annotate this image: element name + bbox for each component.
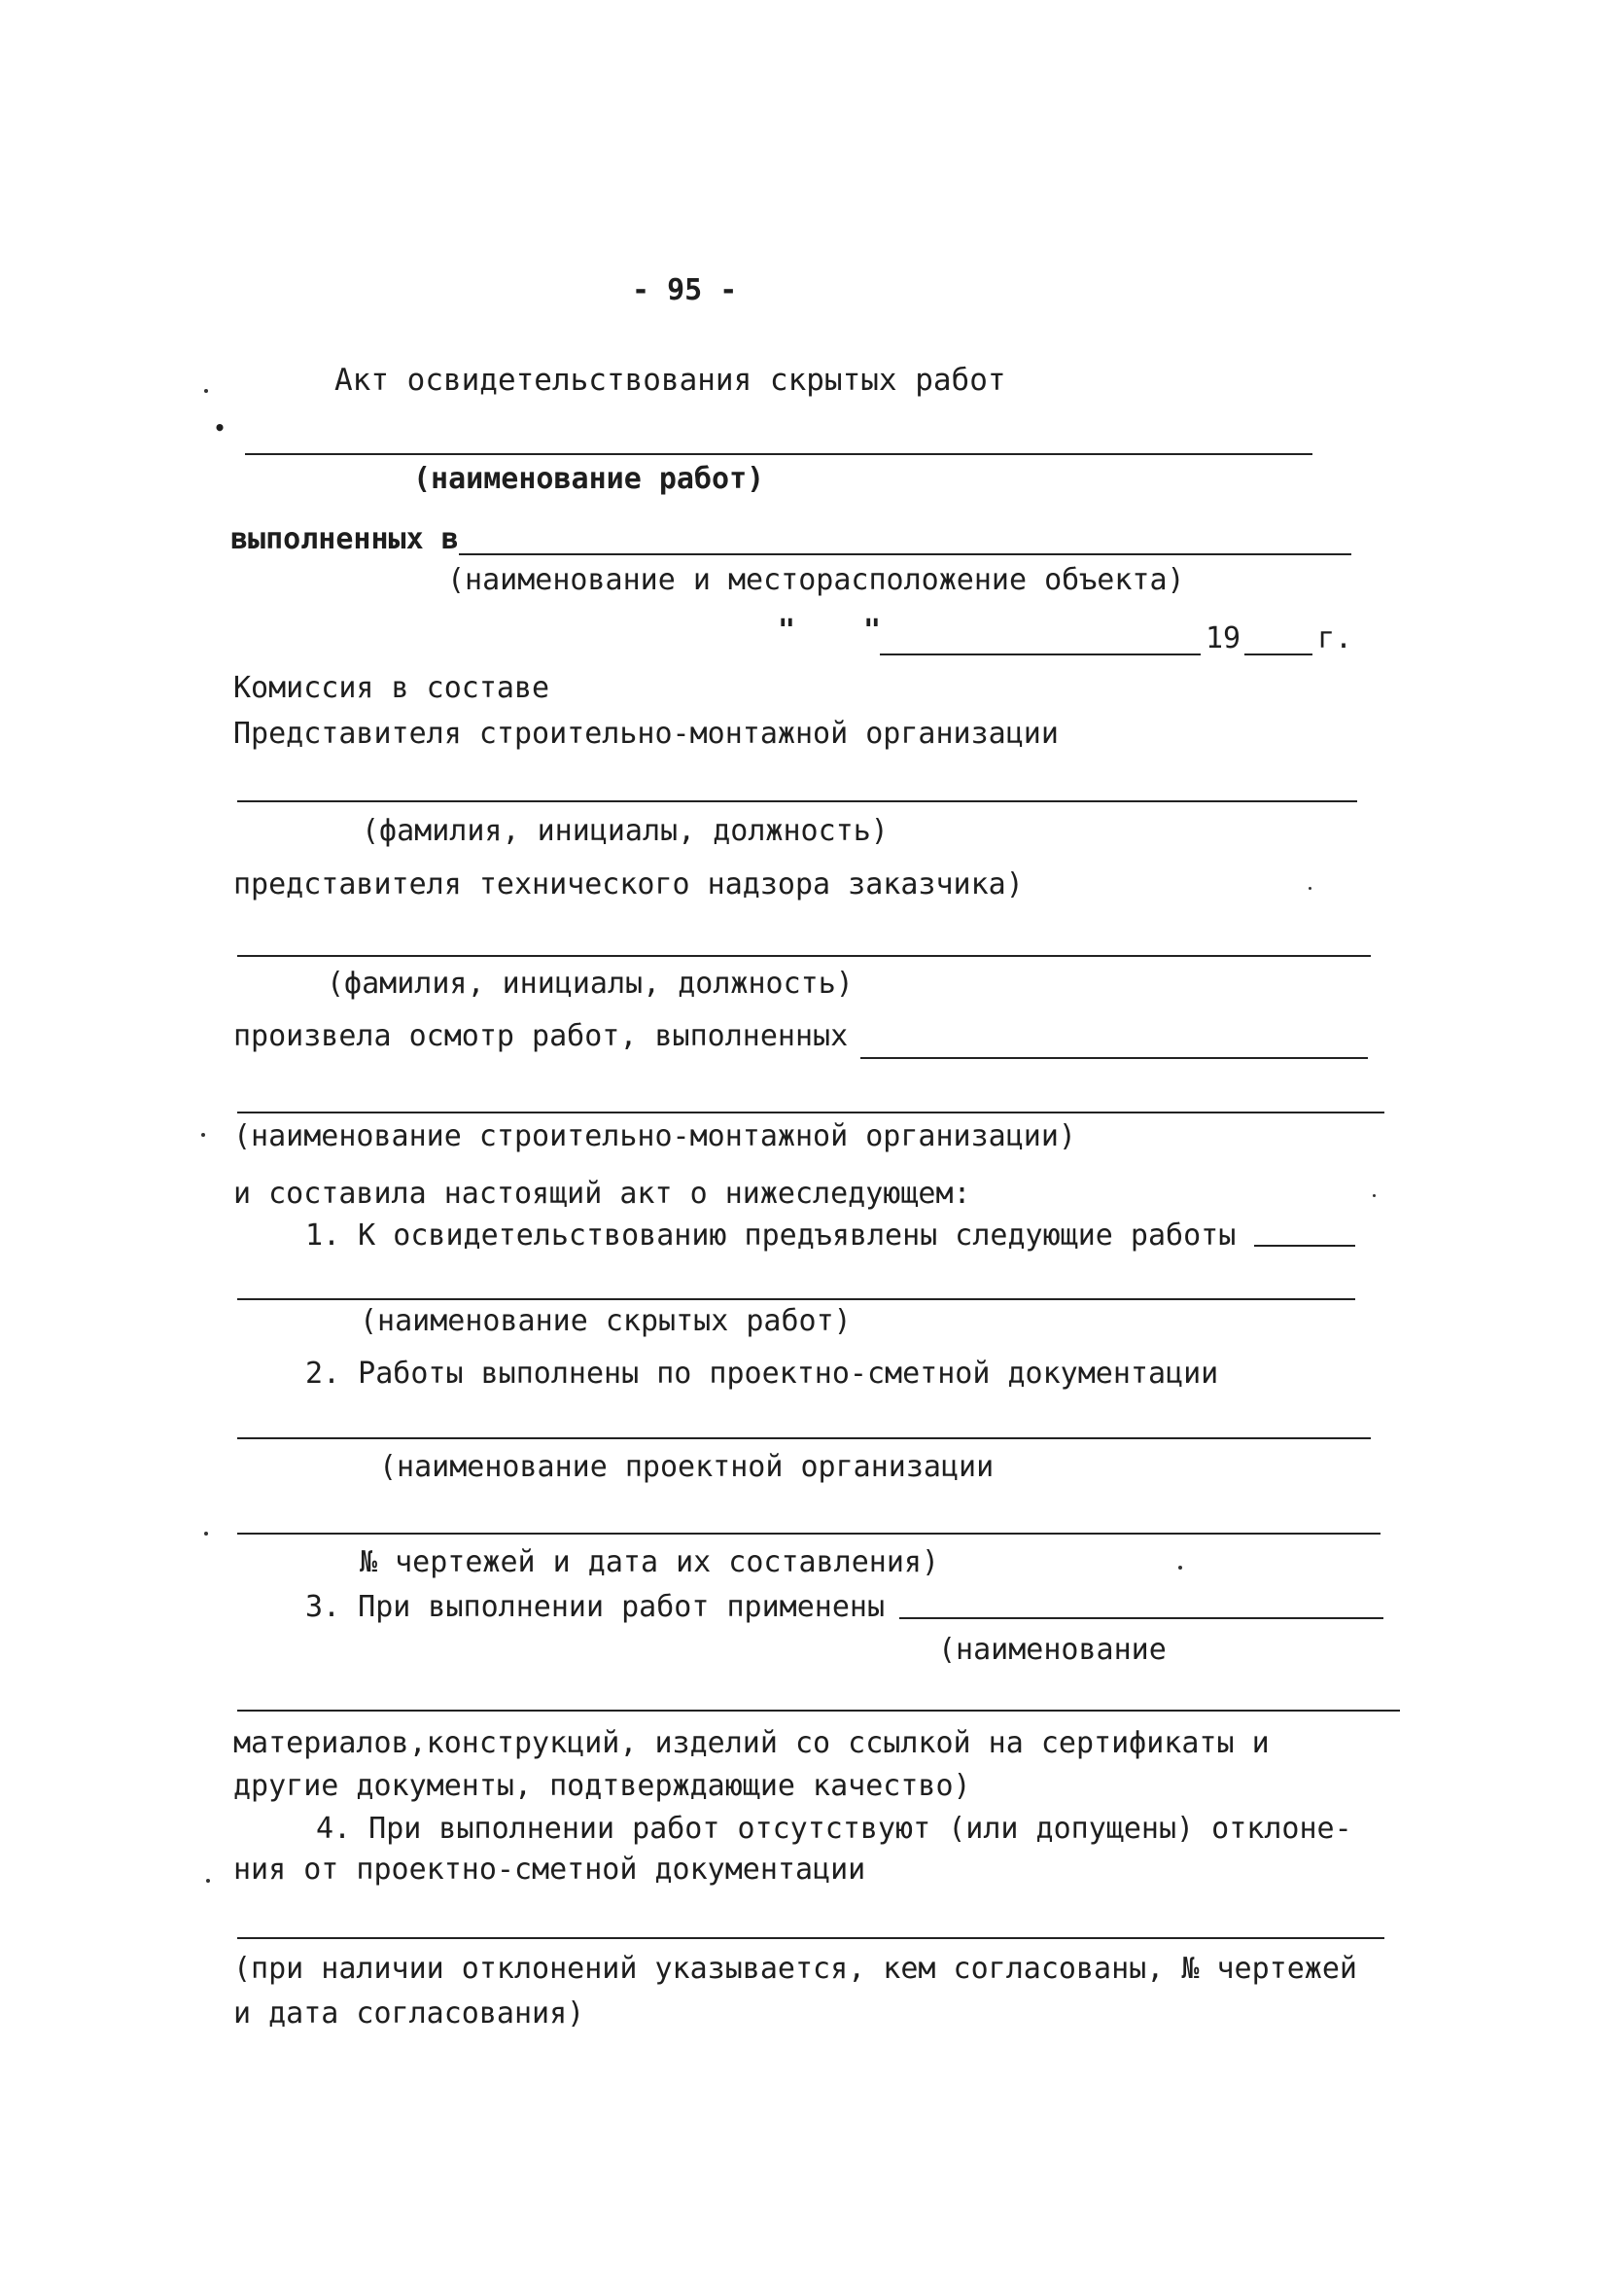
scan-speck xyxy=(1309,887,1311,890)
rep-contractor-line xyxy=(237,800,1357,802)
scan-speck xyxy=(1373,1194,1376,1197)
date-quote-open: " xyxy=(778,614,796,648)
scan-speck xyxy=(1178,1566,1182,1570)
inspected-label: произвела осмотр работ, выполненных xyxy=(233,1019,849,1053)
object-line xyxy=(459,553,1351,555)
deviations-caption-2: и дата согласования) xyxy=(233,1996,585,2031)
design-org-caption: (наименование проектной организации xyxy=(379,1450,995,1484)
item-1-line xyxy=(1254,1245,1355,1247)
scan-speck xyxy=(206,1879,210,1883)
works-name-caption: (наименование работ) xyxy=(413,462,765,496)
item-3: 3. При выполнении работ применены xyxy=(305,1590,886,1624)
hidden-works-caption: (наименование скрытых работ) xyxy=(360,1304,852,1338)
year-line xyxy=(1244,653,1312,655)
hidden-works-line xyxy=(237,1298,1355,1300)
org-line xyxy=(237,1112,1384,1113)
deviations-caption-1: (при наличии отклонений указывается, кем согласованы, № чертежей xyxy=(233,1952,1357,1986)
performed-in-label: выполненных в xyxy=(230,522,459,556)
person1-caption: (фамилия, инициалы, должность) xyxy=(362,814,889,848)
materials-caption-1: материалов,конструкций, изделий со ссылкой на сертификаты и xyxy=(233,1726,1270,1760)
rep-customer-line xyxy=(237,955,1371,957)
item-3-line xyxy=(899,1617,1383,1619)
inspected-line xyxy=(860,1057,1368,1059)
item-2: 2. Работы выполнены по проектно-сметной документации xyxy=(305,1357,1219,1391)
date-quote-close: " xyxy=(863,614,882,648)
rep-customer-label: представителя технического надзора заказчика) xyxy=(233,867,1024,901)
deviations-line xyxy=(237,1937,1384,1939)
margin-mark: • xyxy=(214,416,227,440)
drawings-caption: № чертежей и дата их составления) xyxy=(360,1545,940,1579)
rep-contractor-label: Представителя строительно-монтажной организации xyxy=(233,717,1059,751)
materials-caption-2: другие документы, подтверждающие качество) xyxy=(233,1769,971,1803)
drawings-line xyxy=(237,1533,1381,1535)
materials-line xyxy=(237,1710,1400,1712)
date-line xyxy=(880,653,1201,655)
year-suffix: г. xyxy=(1317,621,1353,655)
document-title: Акт освидетельствования скрытых работ xyxy=(334,363,1006,398)
year-prefix: 19 xyxy=(1206,621,1241,655)
person2-caption: (фамилия, инициалы, должность) xyxy=(327,967,854,1001)
materials-caption-start: (наименование xyxy=(938,1633,1167,1667)
design-doc-line xyxy=(237,1437,1371,1439)
item-4-line-2: ния от проектно-сметной документации xyxy=(233,1853,866,1887)
item-1: 1. К освидетельствованию предъявлены следующие работы xyxy=(305,1219,1237,1253)
scan-speck xyxy=(201,1133,205,1137)
compiled-label: и составила настоящий акт о нижеследующем: xyxy=(233,1177,971,1211)
scan-speck xyxy=(204,389,208,393)
page-number: - 95 - xyxy=(632,273,738,307)
object-caption: (наименование и месторасположение объекта) xyxy=(447,563,1185,597)
commission-label: Комиссия в составе xyxy=(233,671,550,705)
item-4-line-1: 4. При выполнении работ отсутствуют (или допущены) отклоне- xyxy=(316,1812,1352,1846)
org-name-caption: (наименование строительно-монтажной организации) xyxy=(233,1119,1076,1153)
scan-speck xyxy=(204,1532,208,1536)
works-name-line xyxy=(245,453,1312,455)
